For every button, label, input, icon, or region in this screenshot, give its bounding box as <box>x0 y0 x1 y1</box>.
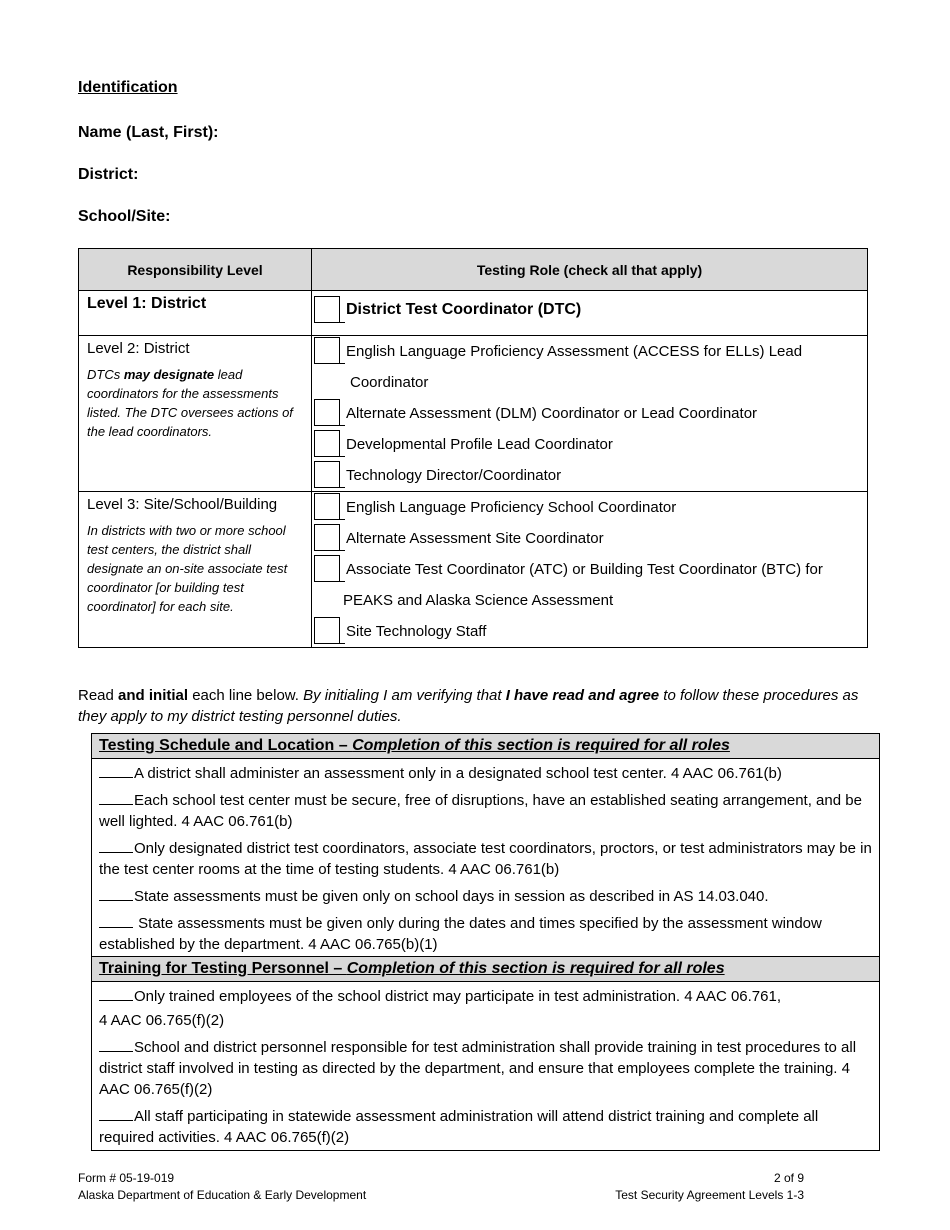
school-field-label: School/Site: <box>78 208 171 225</box>
level3-note: In districts with two or more school test centers, the district shall designate an on-site associate test coordinator [or building test coordinator] for each site. <box>87 523 288 614</box>
page-number: 2 of 9 <box>773 1171 804 1185</box>
initial-blank[interactable] <box>99 792 133 805</box>
level3-title: Level 3: Site/School/Building <box>87 496 278 513</box>
checkbox-technology-director[interactable] <box>314 461 340 488</box>
initial-line: All staff participating in statewide assessment administration will attend district training and complete all required activities. 4 AAC 06.765(f)(2) <box>99 1108 819 1146</box>
level2-note: DTCs may designate lead coordinators for the assessments listed. The DTC oversees actions of the lead coordinators. <box>87 367 293 439</box>
checkbox-atc-btc[interactable] <box>314 555 340 582</box>
level2-row <box>79 336 868 492</box>
checkbox-alternate-site[interactable] <box>314 524 340 551</box>
level1-title: Level 1: District <box>87 295 207 312</box>
role-alternate-site: Alternate Assessment Site Coordinator <box>312 523 867 554</box>
level1-row <box>79 291 868 336</box>
footer-right <box>615 1170 804 1204</box>
role-developmental-profile: Developmental Profile Lead Coordinator <box>312 429 867 460</box>
checkbox-elp-school[interactable] <box>314 493 340 520</box>
header-testing-role: Testing Role (check all that apply) <box>312 249 868 291</box>
district-field-label: District: <box>78 166 139 183</box>
agency-name: Alaska Department of Education & Early Development <box>78 1188 367 1202</box>
section-training <box>91 956 880 1151</box>
initial-blank[interactable] <box>99 988 133 1001</box>
footer-left <box>78 1170 366 1204</box>
checkbox-elp-lead[interactable] <box>314 337 340 364</box>
initial-blank[interactable] <box>99 840 133 853</box>
identification-heading: Identification <box>78 79 178 96</box>
initial-blank[interactable] <box>99 915 133 928</box>
role-elp-school: English Language Proficiency School Coordinator <box>312 492 867 523</box>
section-testing-schedule-title: Testing Schedule and Location – Completion of this section is required for all roles <box>92 734 879 759</box>
initial-line: State assessments must be given only during the dates and times specified by the assessment window established by the department. 4 AAC 06.765(b)(1) <box>99 915 822 953</box>
role-elp-lead: English Language Proficiency Assessment (ACCESS for ELLs) Lead Coordinator <box>312 336 867 398</box>
checkbox-dtc[interactable] <box>314 296 340 323</box>
level2-title: Level 2: District <box>87 340 190 357</box>
role-dtc: District Test Coordinator (DTC) <box>312 292 867 328</box>
role-site-technology: Site Technology Staff <box>312 616 867 647</box>
checkbox-dlm-coordinator[interactable] <box>314 399 340 426</box>
level3-row <box>79 492 868 648</box>
role-technology-director: Technology Director/Coordinator <box>312 460 867 491</box>
header-responsibility-level: Responsibility Level <box>79 249 312 291</box>
checkbox-developmental-profile[interactable] <box>314 430 340 457</box>
form-number: Form # 05-19-019 <box>78 1171 175 1185</box>
initial-line-continuation: 4 AAC 06.765(f)(2) <box>99 1012 225 1029</box>
initial-blank[interactable] <box>99 888 133 901</box>
initial-line: Only trained employees of the school district may participate in test administration. 4 AAC 06.761, <box>99 986 872 1007</box>
roles-table-header <box>79 249 868 291</box>
initial-line: Only designated district test coordinators, associate test coordinators, proctors, or test administrators may be in the test center rooms at the time of testing students. 4 AAC 06.761(b) <box>99 840 872 878</box>
initial-blank[interactable] <box>99 1108 133 1121</box>
initial-line: Each school test center must be secure, free of disruptions, have an established seating arrangement, and be well lighted. 4 AAC 06.761(b) <box>99 792 862 830</box>
initial-line: School and district personnel responsible for test administration shall provide training in test procedures to all district staff involved in testing as directed by the department, and ensure that employees complete the training. 4 AAC 06.765(f)(2) <box>99 1039 857 1098</box>
role-atc-btc: Associate Test Coordinator (ATC) or Building Test Coordinator (BTC) for PEAKS and Alaska Science Assessment <box>312 554 867 616</box>
initial-blank[interactable] <box>99 765 133 778</box>
initial-line: A district shall administer an assessment only in a designated school test center. 4 AAC 06.761(b) <box>99 763 872 784</box>
initial-blank[interactable] <box>99 1039 133 1052</box>
section-training-title: Training for Testing Personnel – Completion of this section is required for all roles <box>92 957 879 982</box>
section-testing-schedule <box>91 733 880 957</box>
document-title: Test Security Agreement Levels 1-3 <box>615 1188 804 1202</box>
name-field-label: Name (Last, First): <box>78 124 219 141</box>
initial-line: State assessments must be given only on school days in session as described in AS 14.03.040. <box>99 886 872 907</box>
instructions-paragraph: Read and initial each line below. By initialing I am verifying that I have read and agree to follow these procedures as they apply to my district testing personnel duties. <box>78 687 859 725</box>
role-dlm-coordinator: Alternate Assessment (DLM) Coordinator or Lead Coordinator <box>312 398 867 429</box>
roles-table <box>78 248 868 648</box>
checkbox-site-technology[interactable] <box>314 617 340 644</box>
